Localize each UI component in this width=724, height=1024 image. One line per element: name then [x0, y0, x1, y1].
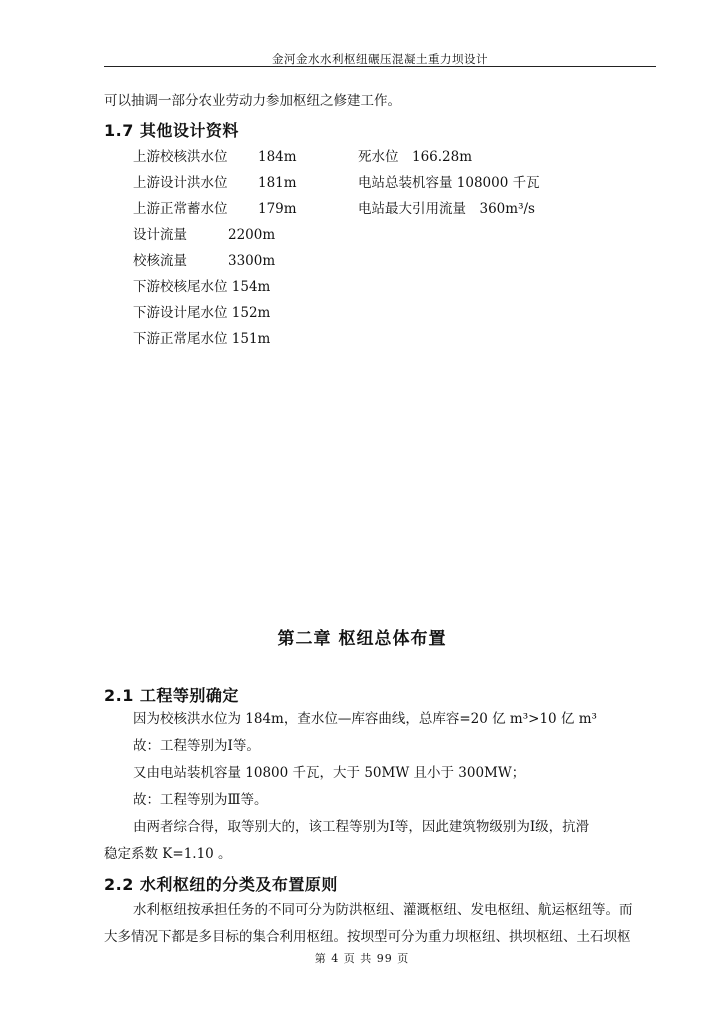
design-item-label: 校核流量: [133, 253, 187, 269]
paragraph-line: 水利枢纽按承担任务的不同可分为防洪枢纽、灌溉枢纽、发电枢纽、航运枢纽等。而: [133, 902, 633, 918]
intro-line: 可以抽调一部分农业劳动力参加枢纽之修建工作。: [104, 93, 401, 109]
design-item-value: 184m: [258, 149, 297, 165]
chapter-title: 第二章 枢纽总体布置: [277, 629, 447, 649]
design-item-value: 181m: [258, 175, 297, 191]
design-item: 下游校核尾水位 154m: [133, 279, 271, 295]
paragraph-line: 故：工程等别为Ⅰ等。: [133, 738, 260, 754]
paragraph-line: 稳定系数 K=1.10 。: [104, 846, 232, 862]
design-item-label: 上游正常蓄水位: [133, 201, 228, 217]
design-item-label: 设计流量: [133, 227, 187, 243]
section-heading-2-1: 2.1 工程等别确定: [104, 686, 239, 705]
page-footer: 第 4 页 共 99 页: [314, 952, 410, 965]
paragraph-line: 故：工程等别为Ⅲ等。: [133, 792, 268, 808]
section-heading-1-7: 1.7 其他设计资料: [104, 121, 239, 140]
header-title: 金河金水水利枢纽碾压混凝土重力坝设计: [272, 52, 488, 66]
design-item-value: 3300m: [228, 253, 276, 269]
header-rule: [104, 66, 656, 67]
paragraph-line: 因为校核洪水位为 184m，查水位—库容曲线，总库容=20 亿 m³>10 亿 m³: [133, 711, 597, 727]
paragraph-line: 由两者综合得，取等别大的，该工程等别为Ⅰ等，因此建筑物级别为Ⅰ级，抗滑: [133, 819, 590, 835]
paragraph-line: 又由电站装机容量 10800 千瓦，大于 50MW 且小于 300MW；: [133, 765, 526, 781]
design-item-right: 死水位 166.28m: [358, 149, 473, 165]
design-item-right: 电站最大引用流量 360m³/s: [358, 201, 535, 217]
design-item-right: 电站总装机容量 108000 千瓦: [358, 175, 540, 191]
design-item-value: 2200m: [228, 227, 276, 243]
paragraph-line: 大多情况下都是多目标的集合利用枢纽。按坝型可分为重力坝枢纽、拱坝枢纽、土石坝枢: [104, 929, 631, 945]
design-item-value: 179m: [258, 201, 297, 217]
design-item: 下游设计尾水位 152m: [133, 305, 271, 321]
design-item-label: 上游校核洪水位: [133, 149, 228, 165]
design-item: 下游正常尾水位 151m: [133, 331, 271, 347]
section-heading-2-2: 2.2 水利枢纽的分类及布置原则: [104, 875, 338, 894]
design-item-label: 上游设计洪水位: [133, 175, 228, 191]
